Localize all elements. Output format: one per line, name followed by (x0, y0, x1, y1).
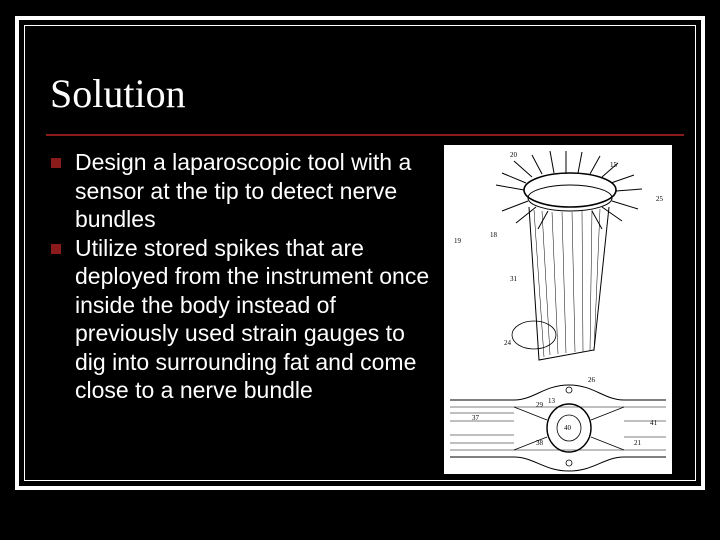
bullet-list (50, 148, 430, 405)
bullet-item (50, 148, 430, 234)
patent-drawing-svg (444, 145, 672, 474)
figure-label: 40 (564, 424, 571, 432)
figure-label: 26 (588, 376, 595, 384)
figure-label: 37 (472, 414, 479, 422)
figure-label: 19 (454, 237, 461, 245)
square-bullet-icon (51, 244, 61, 254)
bullet-text: Utilize stored spikes that are deployed from the instrument once inside the body instead of previously used strain gauges to dig into surrounding fat and come close to a nerve bundle (75, 234, 430, 403)
slide-title: Solution (50, 71, 186, 116)
bullet-text: Design a laparoscopic tool with a sensor at the tip to detect nerve bundles (75, 149, 412, 232)
square-bullet-icon (51, 158, 61, 168)
bullet-item (50, 234, 430, 405)
patent-drawing (444, 145, 672, 474)
figure-label: 13 (548, 397, 555, 405)
title-divider (46, 134, 684, 136)
figure-label: 31 (510, 275, 517, 283)
figure-label: 18 (490, 231, 497, 239)
figure-label: 25 (656, 195, 663, 203)
figure-label: 15 (610, 161, 617, 169)
figure-label: 38 (536, 439, 543, 447)
figure-label: 29 (536, 401, 543, 409)
figure-label: 41 (650, 419, 657, 427)
figure-label: 21 (634, 439, 641, 447)
figure-label: 20 (510, 151, 517, 159)
figure-label: 24 (504, 339, 511, 347)
